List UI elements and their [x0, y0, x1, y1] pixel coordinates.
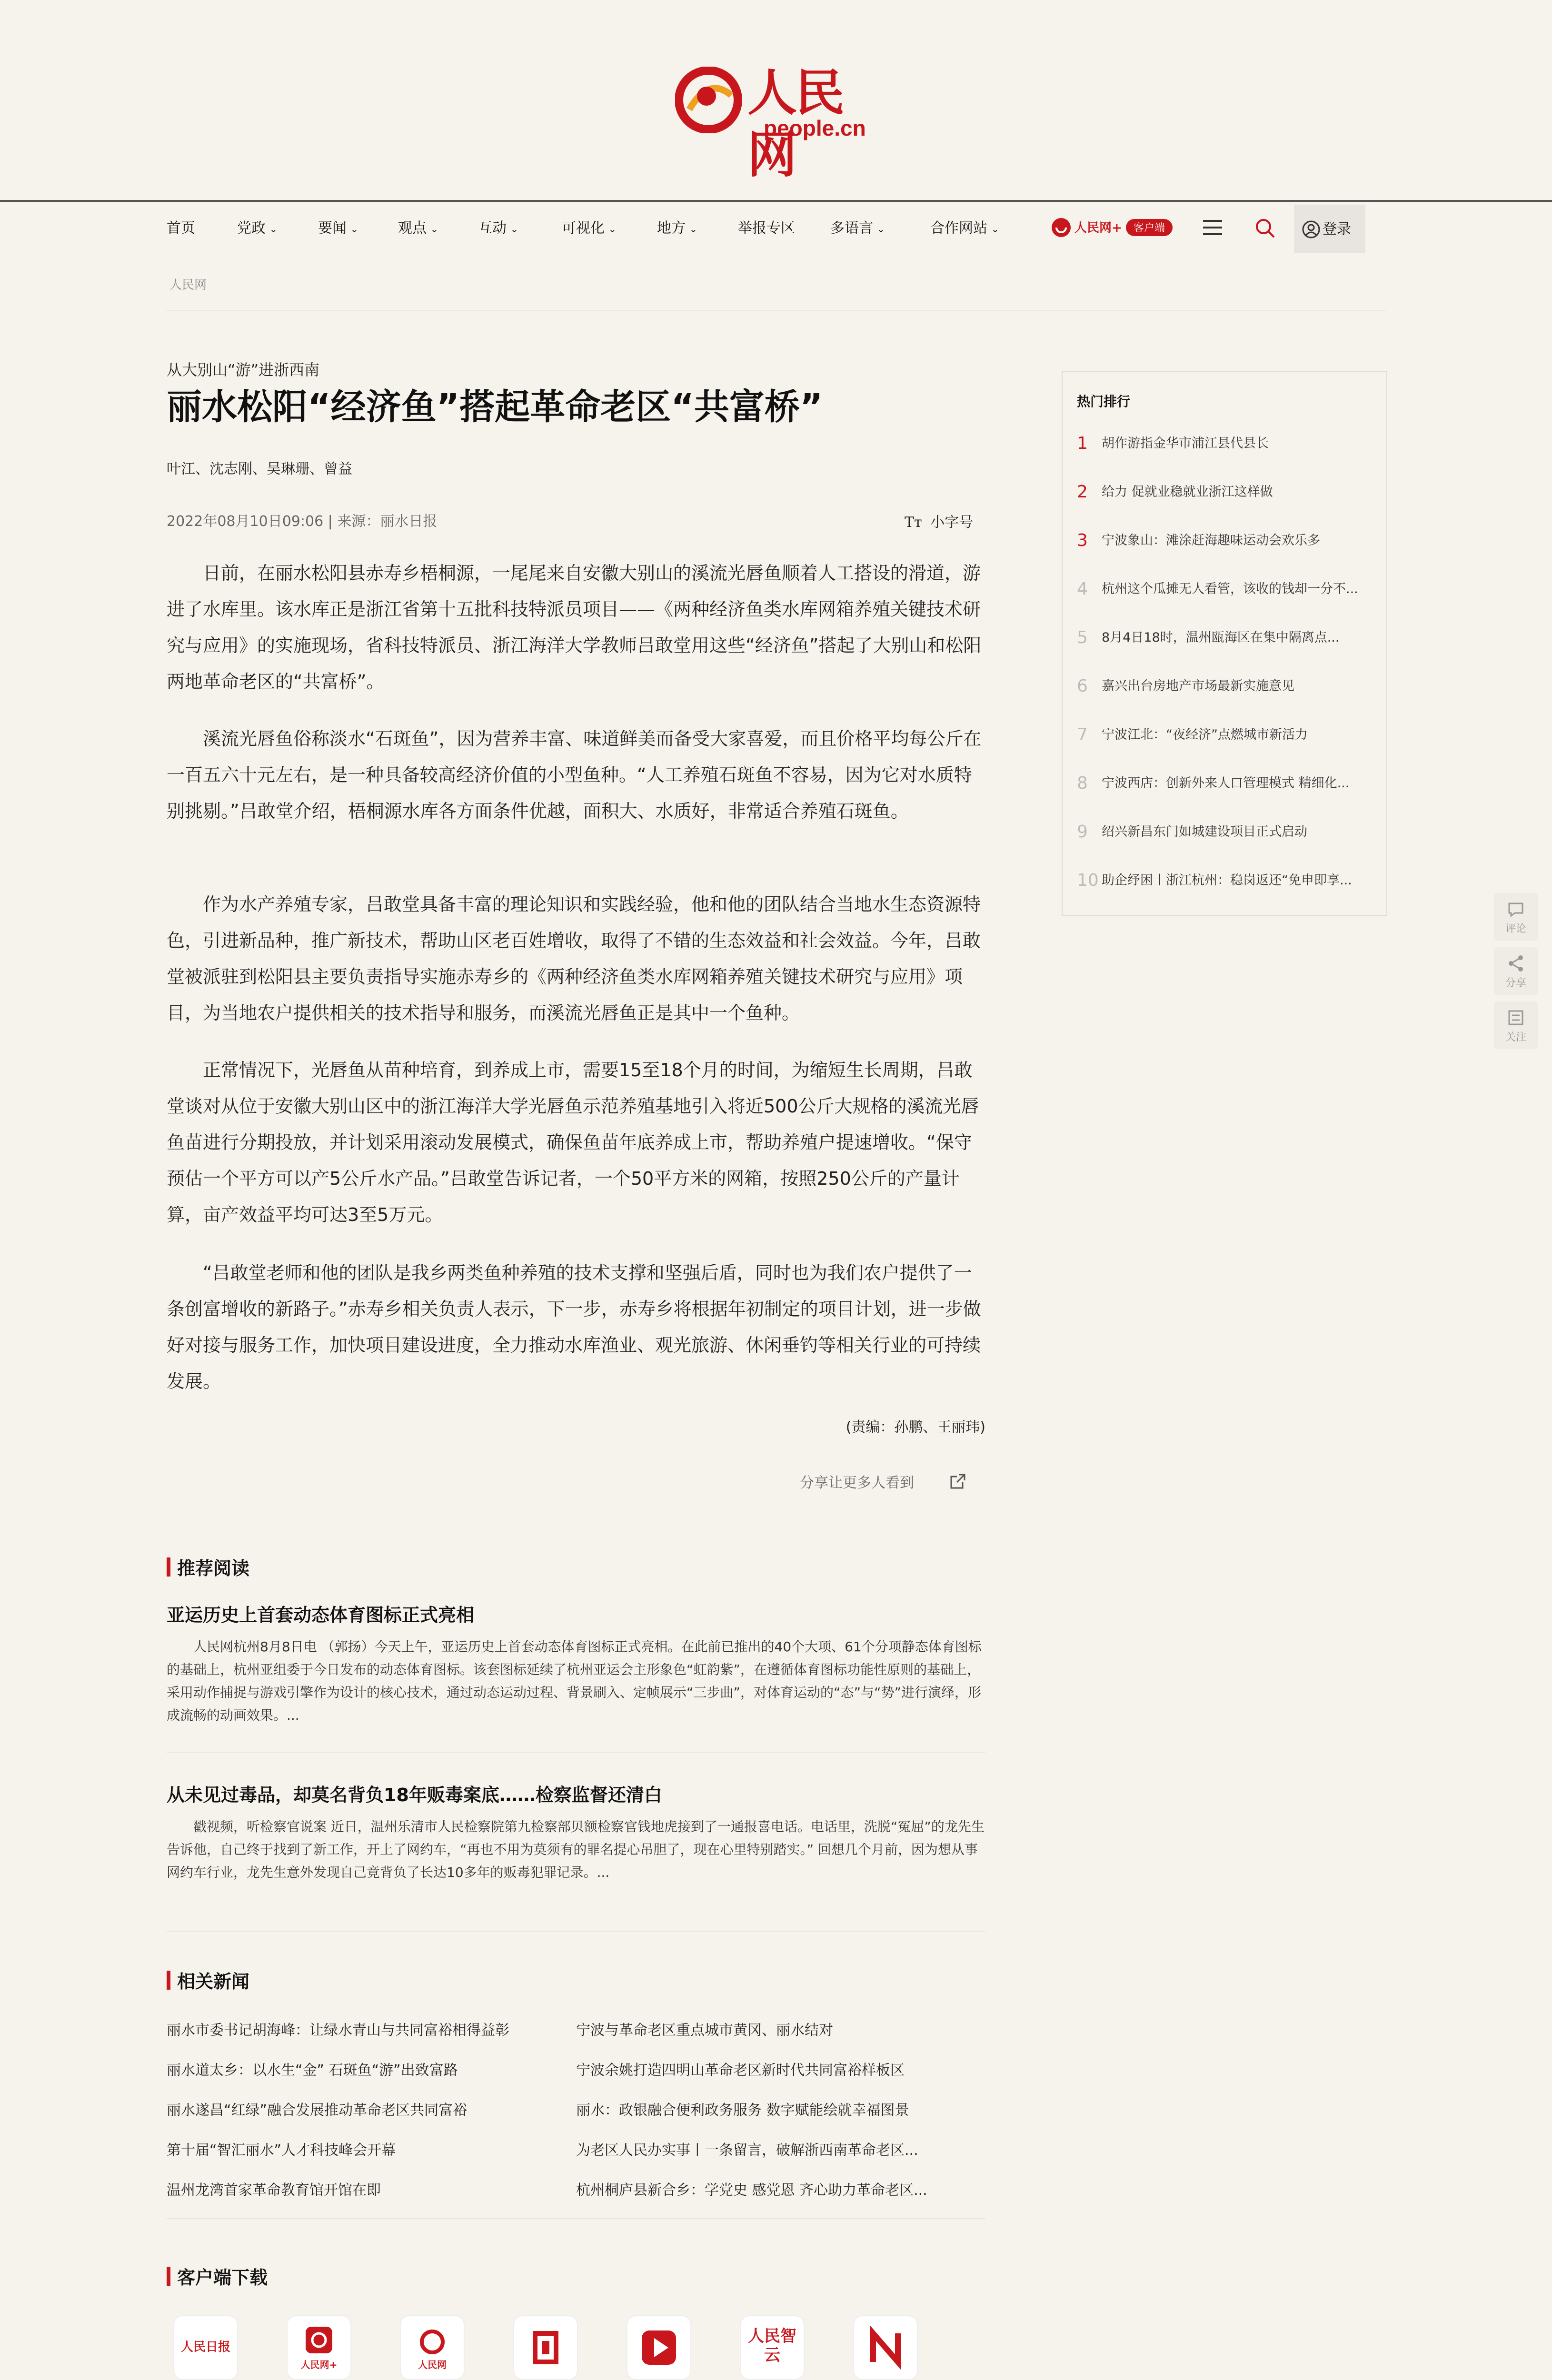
hot-item[interactable]: 9 绍兴新昌东门如城建设项目正式启动: [1077, 822, 1307, 842]
chevron-down-icon: ⌄: [689, 223, 697, 235]
external-share-icon[interactable]: [948, 1472, 967, 1491]
hot-item[interactable]: 8 宁波西店：创新外来人口管理模式 精细化...: [1077, 774, 1350, 793]
follow-tool[interactable]: 关注: [1494, 1002, 1538, 1049]
app-people-zhizuo[interactable]: [838, 2315, 933, 2380]
section-marker: [167, 1971, 170, 1990]
article-authors: 叶江、沈志刚、吴琳珊、曾益: [167, 461, 352, 477]
people-zhizuo-app-icon: [853, 2315, 918, 2380]
related-heading: 相关新闻: [177, 1971, 250, 1992]
recommend-item-summary: 人民网杭州8月8日电 （郭扬）今天上午，亚运历史上首套动态体育图标正式亮相。在此前已推出的40个大项、61个分项静态体育图标的基础上，杭州亚组委于今日发布的动态体育图标。该套图标延续了杭州亚运会主形象色“虹韵紫”，在遵循体育图标功能性原则的基础上，采用动作捕捉与游戏引擎作为设计的核心技术，通过动态运动过程、背景刷入、定帧展示“三步曲”，对体育运动的“态”与“势”进行演绎，形成流畅的动画效果。...: [167, 1639, 982, 1723]
breadcrumb-divider: [167, 310, 1385, 311]
font-size-toggle[interactable]: [905, 510, 973, 531]
app-badge-label: 客户端: [1133, 222, 1165, 234]
mobile-people-app-icon: 人民网: [400, 2315, 465, 2380]
chevron-down-icon: ⌄: [991, 223, 999, 235]
hot-item[interactable]: 10 助企纾困丨浙江杭州：稳岗返还“免申即享...: [1077, 871, 1352, 890]
hot-item[interactable]: 7 宁波江北：“夜经济”点燃城市新活力: [1077, 725, 1308, 744]
app-people-zhiyun[interactable]: [725, 2315, 820, 2380]
font-size-icon: Tт: [905, 514, 922, 531]
article-editor: (责编：孙鹏、王丽玮): [846, 1419, 985, 1436]
nav-item-opinion[interactable]: 观点 ⌄: [398, 219, 438, 238]
chevron-down-icon: ⌄: [269, 223, 278, 235]
chevron-down-icon: ⌄: [430, 223, 438, 235]
logo-mark-icon: [675, 67, 742, 133]
leader-board-app-icon: [513, 2315, 578, 2380]
hot-ranking-heading: 热门排行: [1077, 394, 1131, 409]
comment-icon: [1506, 900, 1525, 919]
nav-item-languages[interactable]: 多语言 ⌄: [830, 219, 885, 238]
people-video-app-icon: [627, 2315, 691, 2380]
people-zhiyun-app-icon: 人民智云: [740, 2315, 805, 2380]
login-button[interactable]: [1294, 205, 1365, 253]
related-link[interactable]: 宁波与革命老区重点城市黄冈、丽水结对: [576, 2022, 833, 2039]
article-paragraph: 正常情况下，光唇鱼从苗种培育，到养成上市，需要15至18个月的时间，为缩短生长周期，吕敢堂谈对从位于安徽大别山区中的浙江海洋大学光唇鱼示范养殖基地引入将近500公斤大规格的溪流光唇鱼苗进行分期投放，并计划采用滚动发展模式，确保鱼苗年底养成上市，帮助养殖户提速增收。“保守预估一个平方可以产5公斤水产品。”吕敢堂告诉记者，一个50平方米的网箱，按照250公斤的产量计算，亩产效益平均可达3至5万元。: [167, 1060, 979, 1225]
search-icon[interactable]: [1254, 217, 1276, 239]
follow-icon: [1506, 1008, 1525, 1027]
related-link[interactable]: 第十届“智汇丽水”人才科技峰会开幕: [167, 2142, 396, 2159]
article-paragraph: 日前，在丽水松阳县赤寿乡梧桐源，一尾尾来自安徽大别山的溪流光唇鱼顺着人工搭设的滑道，游进了水库里。该水库正是浙江省第十五批科技特派员项目——《两种经济鱼类水库网箱养殖关键技术研究与应用》的实施现场，省科技特派员、浙江海洋大学教师吕敢堂用这些“经济鱼”搭起了大别山和松阳两地革命老区的“共富桥”。: [167, 563, 982, 692]
chevron-down-icon: ⌄: [608, 223, 617, 235]
nav-item-report[interactable]: 举报专区: [738, 220, 795, 237]
article-paragraph: “吕敢堂老师和他的团队是我乡两类鱼种养殖的技术支撑和坚强后盾，同时也为我们农户提供了一条创富增收的新路子。”赤寿乡相关负责人表示，下一步，赤寿乡将根据年初制定的项目计划，进一步做好对接与服务工作，加快项目建设进度，全力推动水库渔业、观光旅游、休闲垂钓等相关行业的可持续发展。: [167, 1262, 981, 1392]
app-people-plus[interactable]: [271, 2315, 367, 2380]
divider: [167, 1931, 985, 1932]
app-download-badge[interactable]: [1050, 215, 1175, 240]
article-paragraph: 作为水产养殖专家，吕敢堂具备丰富的理论知识和实践经验，他和他的团队结合当地水生态资源特色，引进新品种，推广新技术，帮助山区老百姓增收，取得了不错的生态效益和社会效益。今年，吕敢堂被派驻到松阳县主要负责指导实施赤寿乡的《两种经济鱼类水库网箱养殖关键技术研究与应用》项目，为当地农户提供相关的技术指导和服务，而溪流光唇鱼正是其中一个鱼种。: [167, 894, 981, 1023]
hot-item[interactable]: 4 杭州这个瓜摊无人看管，该收的钱却一分不...: [1077, 579, 1358, 599]
chevron-down-icon: ⌄: [510, 223, 518, 235]
share-icon: [1506, 954, 1525, 973]
related-link[interactable]: 丽水市委书记胡海峰：让绿水青山与共同富裕相得益彰: [167, 2022, 509, 2039]
comment-tool[interactable]: 评论: [1494, 893, 1538, 941]
share-prompt[interactable]: 分享让更多人看到: [800, 1475, 914, 1491]
font-size-label: 小字号: [930, 514, 974, 531]
logo-text-en: people.cn: [764, 116, 866, 140]
share-tool[interactable]: 分享: [1494, 947, 1538, 995]
login-label: 登录: [1323, 221, 1351, 238]
section-marker: [167, 2267, 170, 2286]
people-plus-app-icon: 人民网+: [287, 2315, 351, 2380]
section-marker: [167, 1557, 170, 1577]
recommend-heading: 推荐阅读: [177, 1558, 250, 1579]
nav-item-local[interactable]: 地方 ⌄: [657, 219, 697, 238]
nav-item-interact[interactable]: 互动 ⌄: [478, 219, 518, 238]
site-logo[interactable]: [675, 62, 880, 184]
related-link[interactable]: 丽水遂昌“红绿”融合发展推动革命老区共同富裕: [167, 2102, 468, 2119]
hot-item[interactable]: 1 胡作游指金华市浦江县代县长: [1077, 434, 1269, 453]
recommend-item-summary: 戳视频，听检察官说案 近日，温州乐清市人民检察院第九检察部贝额检察官钱地虎接到了一通报喜电话。电话里，洗脱“冤屈”的龙先生告诉他，自己终于找到了新工作，开上了网约车，“再也不用为莫须有的罪名提心吊胆了，现在心里特别踏实。” 回想几个月前，因为想从事网约车行业，龙先生意外发现自己竟背负了长达10多年的贩毒犯罪记录。...: [167, 1819, 985, 1880]
app-mobile-people[interactable]: [385, 2315, 480, 2380]
logo-text-cn: 人民网: [747, 63, 843, 184]
article-subtitle: 从大别山“游”进浙西南: [167, 361, 320, 379]
hot-item[interactable]: 5 8月4日18时，温州瓯海区在集中隔离点...: [1077, 628, 1340, 647]
header-divider: [0, 200, 1552, 202]
app-people-daily[interactable]: [158, 2315, 253, 2380]
nav-item-visual[interactable]: 可视化 ⌄: [562, 219, 617, 238]
divider: [167, 2218, 985, 2219]
recommend-item-title[interactable]: 从未见过毒品，却莫名背负18年贩毒案底……检察监督还清白: [167, 1785, 662, 1805]
related-link[interactable]: 丽水道太乡：以水生“金” 石斑鱼“游”出致富路: [167, 2062, 458, 2079]
hot-item[interactable]: 2 给力 促就业稳就业浙江这样做: [1077, 482, 1273, 502]
apps-heading: 客户端下载: [177, 2267, 268, 2288]
related-link[interactable]: 温州龙湾首家革命教育馆开馆在即: [167, 2182, 381, 2199]
chevron-down-icon: ⌄: [877, 223, 885, 235]
breadcrumb[interactable]: 人民网: [169, 278, 207, 292]
hot-ranking-panel: [1062, 371, 1387, 916]
related-link[interactable]: 丽水：政银融合便利政务服务 数字赋能绘就幸福图景: [576, 2102, 909, 2119]
hot-item[interactable]: 6 嘉兴出台房地产市场最新实施意见: [1077, 676, 1294, 696]
app-people-video[interactable]: [611, 2315, 706, 2380]
article-title: 丽水松阳“经济鱼”搭起革命老区“共富桥”: [167, 387, 823, 427]
hot-item[interactable]: 3 宁波象山：滩涂赶海趣味运动会欢乐多: [1077, 531, 1320, 550]
app-leader-board[interactable]: [498, 2315, 593, 2380]
menu-icon[interactable]: [1202, 217, 1223, 238]
divider: [167, 1752, 985, 1753]
recommend-item-title[interactable]: 亚运历史上首套动态体育图标正式亮相: [167, 1605, 475, 1626]
related-link[interactable]: 杭州桐庐县新合乡：学党史 感党恩 齐心助力革命老区...: [576, 2182, 927, 2199]
people-daily-app-icon: 人民日报: [173, 2315, 238, 2380]
chevron-down-icon: ⌄: [350, 223, 358, 235]
article-paragraph: 溪流光唇鱼俗称淡水“石斑鱼”，因为营养丰富、味道鲜美而备受大家喜爱，而且价格平均每公斤在一百五六十元左右，是一种具备较高经济价值的小型鱼种。“人工养殖石斑鱼不容易，因为它对水质特别挑剔。”吕敢堂介绍，梧桐源水库各方面条件优越，面积大、水质好，非常适合养殖石斑鱼。: [167, 728, 982, 822]
nav-item-party[interactable]: 党政 ⌄: [237, 219, 278, 238]
nav-item-news[interactable]: 要闻 ⌄: [318, 219, 358, 238]
app-badge-brand: 人民网+: [1074, 221, 1122, 235]
user-icon: [1302, 220, 1321, 239]
nav-item-partners[interactable]: 合作网站 ⌄: [930, 219, 999, 238]
related-link[interactable]: 为老区人民办实事丨一条留言，破解浙西南革命老区...: [576, 2142, 918, 2159]
nav-item-home[interactable]: 首页: [167, 220, 195, 237]
related-link[interactable]: 宁波余姚打造四明山革命老区新时代共同富裕样板区: [576, 2062, 905, 2079]
article-meta: 2022年08月10日09:06 | 来源：丽水日报: [167, 513, 438, 530]
